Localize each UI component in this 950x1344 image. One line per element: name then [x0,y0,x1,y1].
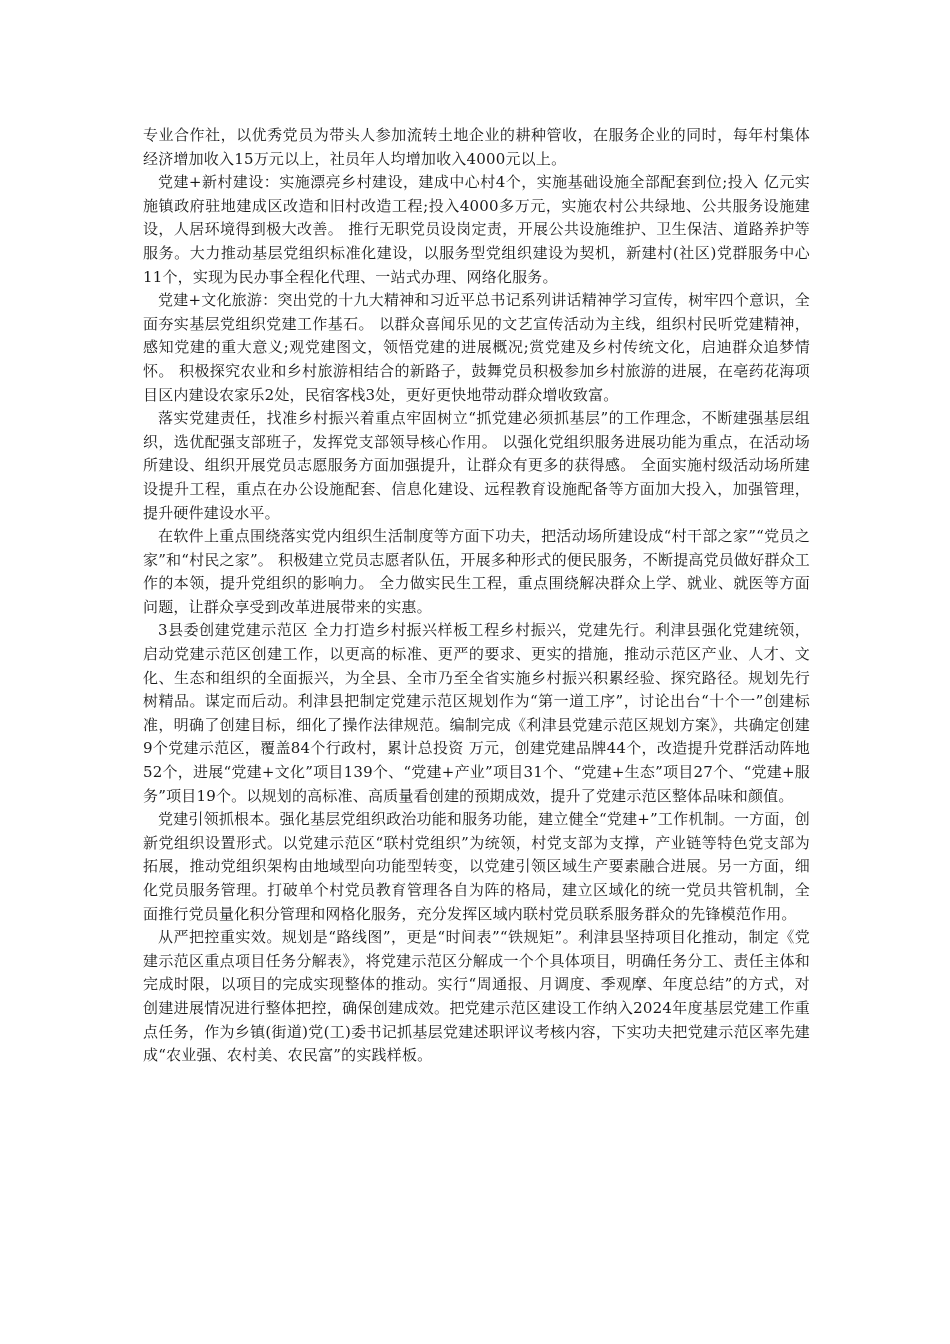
document-page [143,124,810,1068]
paragraph-strict-control: 从严把控重实效。规划是“路线图”，更是“时间表”“铁规矩”。利津县坚持项目化推动，制定《党建示范区重点项目任务分解表》，将党建示范区分解成一个个具体项目，明确任务分工、责任主体和完成时限，以项目的完成实现整体的推动。实行“周通报、月调度、季观摩、年度总结”的方式，对创建进展情况进行整体把控，确保创建成效。把党建示范区建设工作纳入2024年度基层党建工作重点任务，作为乡镇(街道)党(工)委书记抓基层党建述职评议考核内容，下实功夫把党建示范区率先建成“农业强、农村美、农民富”的实践样板。 [143,928,810,1065]
paragraph-party-responsibility: 落实党建责任，找准乡村振兴着重点牢固树立“抓党建必须抓基层”的工作理念，不断建强基层组织，选优配强支部班子，发挥党支部领导核心作用。 以强化党组织服务进展功能为重点，在活动场所建设、组织开展党员志愿服务方面加强提升，让群众有更多的获得感。 全面实施村级活动场所建设提升工程，重点在办公设施配套、信息化建设、远程教育设施配备等方面加大投入，加强管理，提升硬件建设水平。 [143,409,810,522]
paragraph-culture-tourism: 党建+文化旅游：突出党的十九大精神和习近平总书记系列讲话精神学习宣传，树牢四个意识，全面夯实基层党组织党建工作基石。 以群众喜闻乐见的文艺宣传活动为主线，组织村民听党建精神，感知党建的重大意义;观党建图文，领悟党建的进展概况;赏党建及乡村传统文化，启迪群众追梦情怀。 积极探究农业和乡村旅游相结合的新路子，鼓舞党员积极参加乡村旅游的进展，在亳药花海项目区内建设农家乐2处，民宿客栈3处，更好更快地带动群众增收致富。 [143,291,810,404]
paragraph-party-leadership: 党建引领抓根本。强化基层党组织政治功能和服务功能，建立健全“党建+”工作机制。一方面，创新党组织设置形式。以党建示范区“联村党组织”为统领，村党支部为支撑，产业链等特色党支部为拓展，推动党组织架构由地域型向功能型转变，以党建引领区域生产要素融合进展。另一方面，细化党员服务管理。打破单个村党员教育管理各自为阵的格局，建立区域化的统一党员共管机制，全面推行党员量化积分管理和网格化服务，充分发挥区域内联村党员联系服务群众的先锋模范作用。 [143,810,810,923]
paragraph-cooperative-income: 专业合作社，以优秀党员为带头人参加流转土地企业的耕种管收，在服务企业的同时，每年村集体经济增加收入15万元以上，社员年人均增加收入4000元以上。 [143,126,810,168]
paragraph-new-village-construction: 党建+新村建设：实施漂亮乡村建设，建成中心村4个，实施基础设施全部配套到位;投入 亿元实施镇政府驻地建成区改造和旧村改造工程;投入4000多万元，实施农村公共绿地、公共服务设施建设，人居环境得到极大改善。 推行无职党员设岗定责，开展公共设施维护、卫生保洁、道路养护等服务。大力推动基层党组织标准化建设，以服务型党组织建设为契机，新建村(社区)党群服务中心11个，实现为民办事全程化代理、一站式办理、网络化服务。 [143,173,810,286]
paragraph-software-construction: 在软件上重点围绕落实党内组织生活制度等方面下功夫，把活动场所建设成“村干部之家”“党员之家”和“村民之家”。 积极建立党员志愿者队伍，开展多种形式的便民服务，不断提高党员做好群众工作的本领，提升党组织的影响力。 全力做实民生工程，重点围绕解决群众上学、就业、就医等方面问题，让群众享受到改革进展带来的实惠。 [143,527,810,616]
paragraph-demonstration-zone: 3县委创建党建示范区 全力打造乡村振兴样板工程乡村振兴，党建先行。利津县强化党建统领，启动党建示范区创建工作，以更高的标准、更严的要求、更实的措施，推动示范区产业、人才、文化、生态和组织的全面振兴，为全县、全市乃至全省实施乡村振兴积累经验、探究路径。规划先行树精品。谋定而后动。利津县把制定党建示范区规划作为“第一道工序”，讨论出台“十个一”创建标准，明确了创建目标，细化了操作法律规范。编制完成《利津县党建示范区规划方案》，共确定创建9个党建示范区，覆盖84个行政村，累计总投资 万元，创建党建品牌44个，改造提升党群活动阵地52个，进展“党建+文化”项目139个、“党建+产业”项目31个、“党建+生态”项目27个、“党建+服务”项目19个。以规划的高标准、高质量看创建的预期成效，提升了党建示范区整体品味和颜值。 [143,621,810,805]
